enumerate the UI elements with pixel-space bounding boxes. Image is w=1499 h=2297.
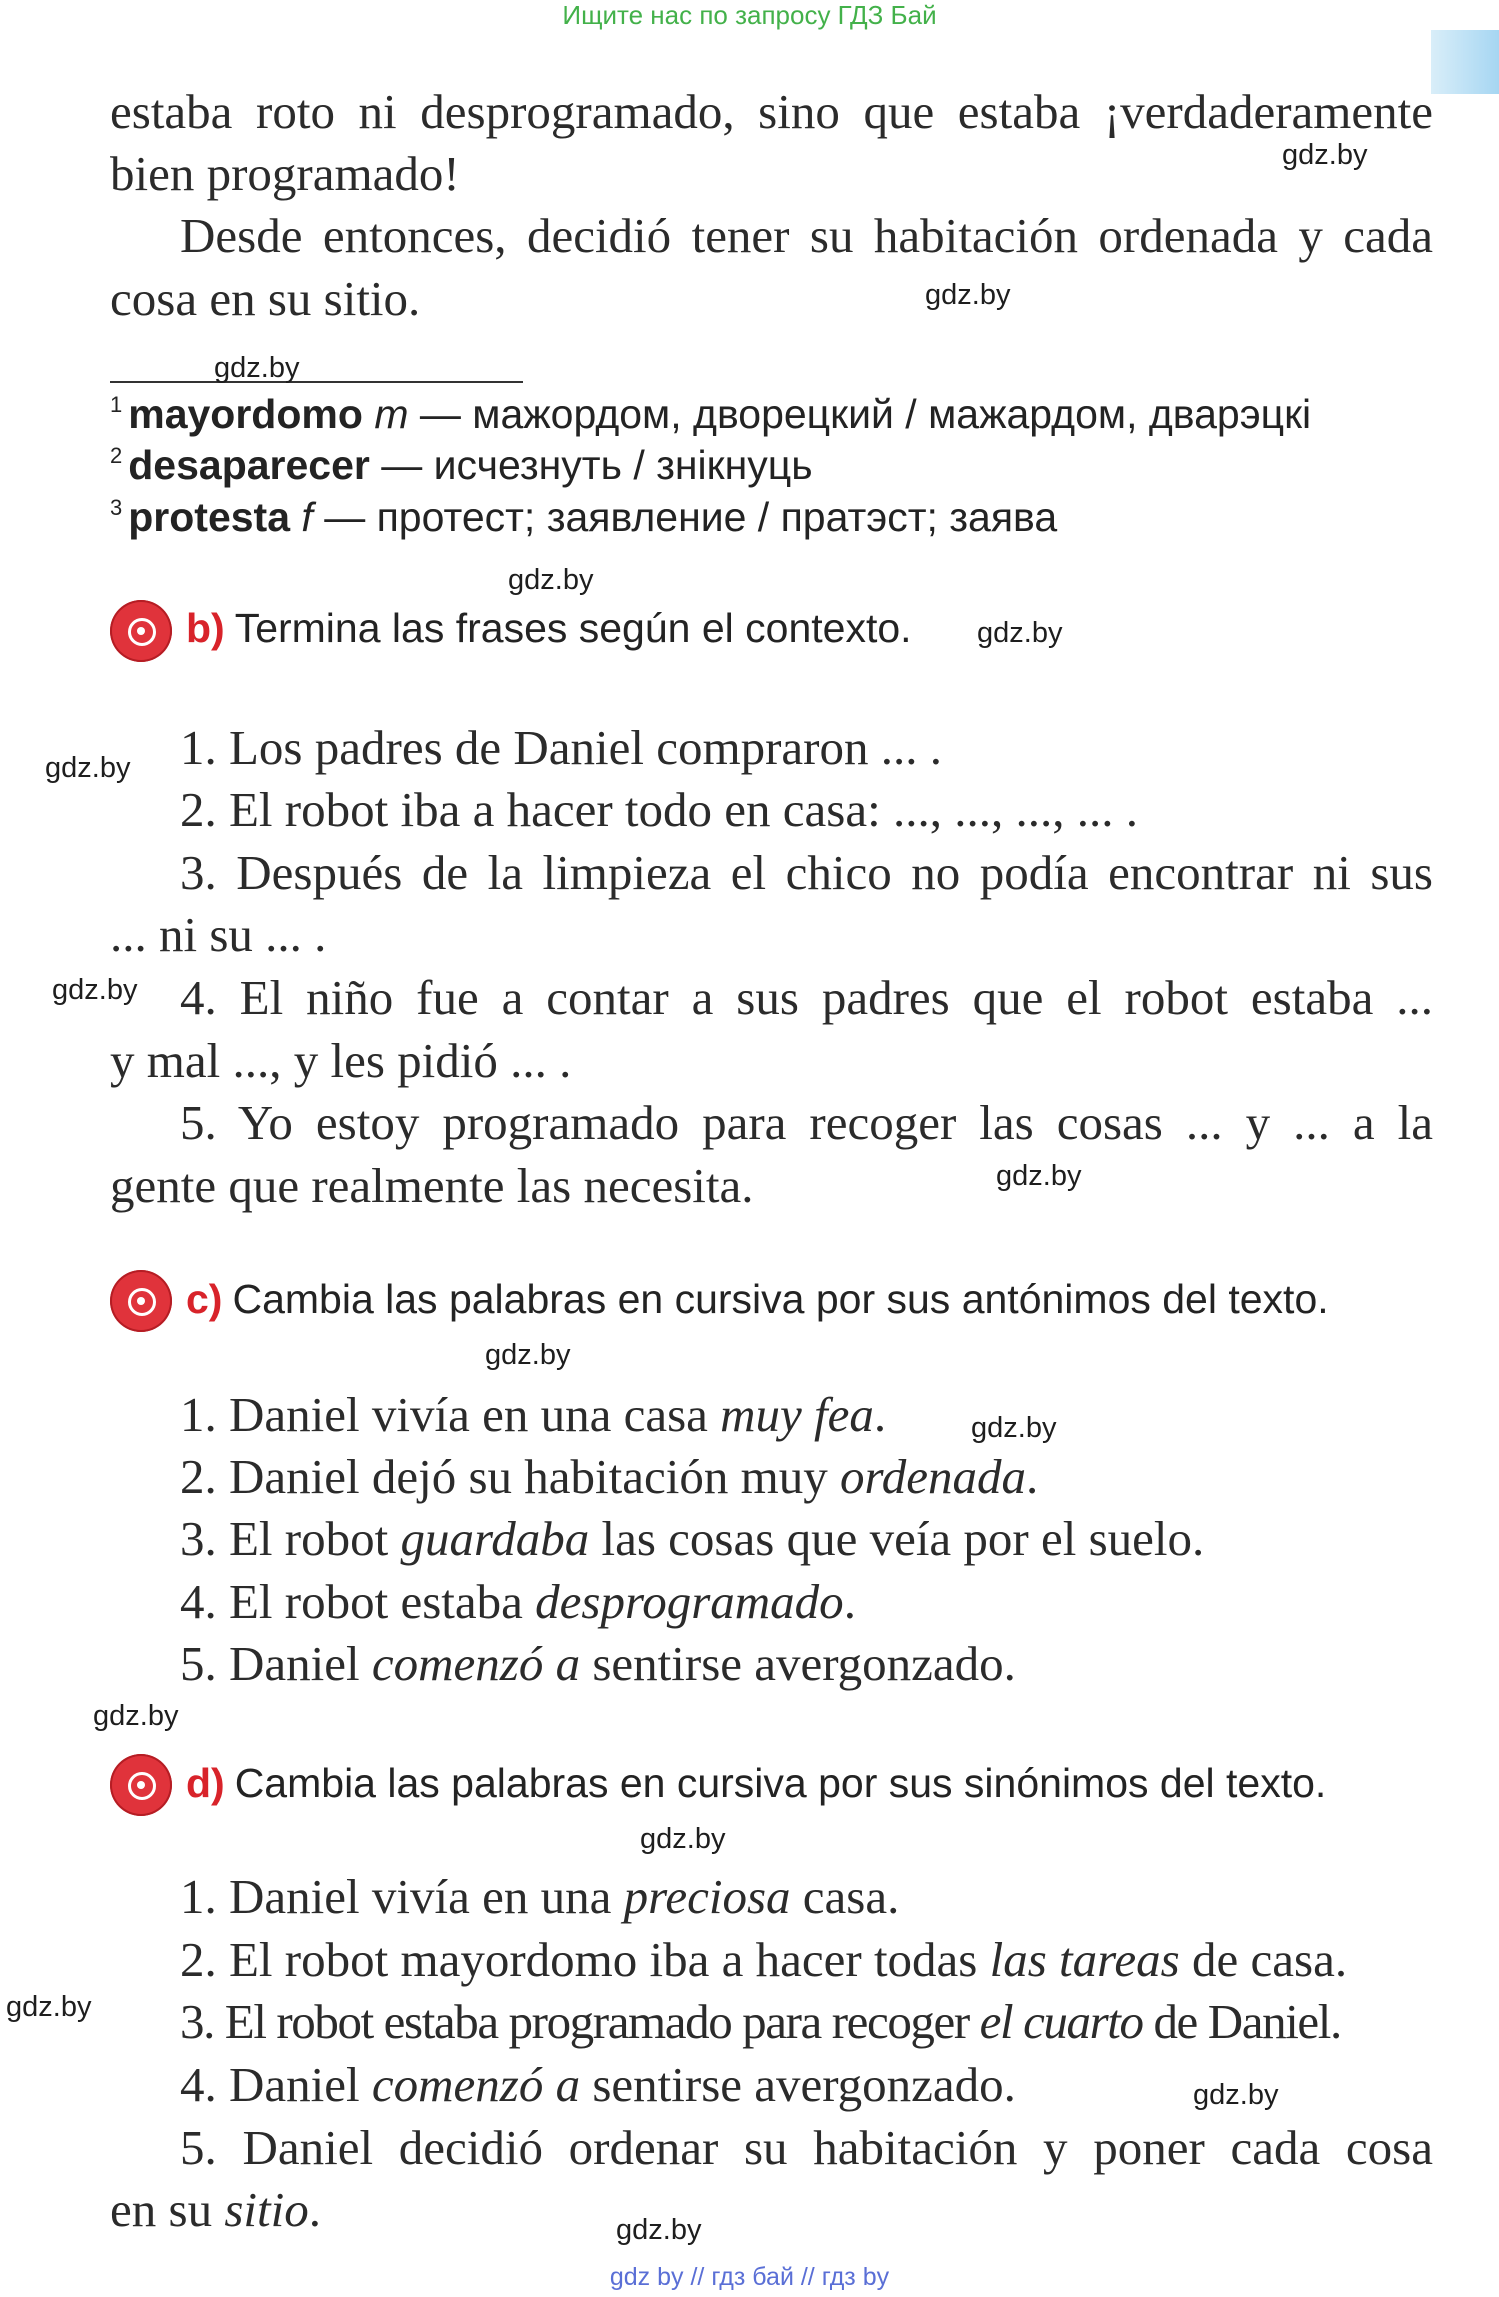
footnote-gender: f	[301, 494, 313, 540]
section-b-line-5: 4. El niño fue a contar a sus padres que el robot estaba ...	[180, 970, 1433, 1025]
section-d-letter: d)	[186, 1760, 225, 1806]
section-b-line-2: 2. El robot iba a hacer todo en casa: ..., ..., ..., ... .	[180, 782, 1138, 837]
section-c-item: 1. Daniel vivía en una casa muy fea.	[180, 1387, 887, 1442]
footnote-3	[110, 494, 1057, 541]
footnote-translation: — мажордом, дворецкий / мажардом, дварэцкі	[408, 391, 1312, 437]
page-corner-tab	[1431, 30, 1499, 94]
footnote-number: 3	[110, 495, 123, 520]
watermark: gdz.by	[925, 279, 1011, 311]
section-d-item: 3. El robot estaba programado para recoger el cuarto de Daniel.	[180, 1994, 1341, 2049]
watermark: gdz.by	[214, 352, 300, 384]
watermark: gdz.by	[485, 1339, 571, 1371]
section-b-instruction: Termina las frases según el contexto.	[234, 605, 912, 651]
section-d-instruction: Cambia las palabras en cursiva por sus sinónimos del texto.	[234, 1760, 1327, 1806]
watermark: gdz.by	[971, 1412, 1057, 1444]
section-c-instruction: Cambia las palabras en cursiva por sus antónimos del texto.	[232, 1276, 1329, 1322]
watermark: gdz.by	[640, 1823, 726, 1855]
footnote-translation: — исчезнуть / знікнуць	[369, 442, 813, 488]
watermark: gdz.by	[93, 1700, 179, 1732]
section-c-item: 3. El robot guardaba las cosas que veía por el suelo.	[180, 1511, 1205, 1566]
section-c-item: 4. El robot estaba desprogramado.	[180, 1574, 856, 1629]
story-line-1: estaba roto ni desprogramado, sino que estaba ¡verdaderamente	[110, 84, 1433, 139]
section-b-line-1: 1. Los padres de Daniel compraron ... .	[180, 720, 942, 775]
watermark: gdz.by	[52, 974, 138, 1006]
section-c-item: 2. Daniel dejó su habitación muy ordenada.	[180, 1449, 1039, 1504]
watermark: gdz.by	[1193, 2079, 1279, 2111]
section-b-heading	[186, 605, 912, 652]
section-b-line-7: 5. Yo estoy programado para recoger las cosas ... y ... a la	[180, 1095, 1433, 1150]
footnote-term: desaparecer	[128, 442, 370, 488]
section-d-item: 2. El robot mayordomo iba a hacer todas las tareas de casa.	[180, 1932, 1348, 1987]
story-line-3: Desde entonces, decidió tener su habitación ordenada y cada	[180, 208, 1433, 263]
bottom-banner[interactable]: gdz by // гдз бай // гдз by	[609, 2263, 890, 2291]
section-d-item: 1. Daniel vivía en una preciosa casa.	[180, 1869, 900, 1924]
section-b-letter: b)	[186, 605, 225, 651]
footnote-term: mayordomo	[128, 391, 363, 437]
watermark: gdz.by	[6, 1991, 92, 2023]
section-c-letter: c)	[186, 1276, 223, 1322]
footnote-number: 2	[110, 443, 123, 468]
story-line-2: bien programado!	[110, 146, 460, 201]
watermark: gdz.by	[977, 617, 1063, 649]
footnote-2	[110, 442, 813, 489]
section-b-line-8: gente que realmente las necesita.	[110, 1158, 754, 1213]
audio-disc-icon[interactable]	[110, 600, 172, 662]
watermark: gdz.by	[45, 752, 131, 784]
section-d-item-5-line-2: en su sitio.	[110, 2182, 321, 2237]
section-c-item: 5. Daniel comenzó a sentirse avergonzado.	[180, 1636, 1016, 1691]
section-b-line-6: y mal ..., y les pidió ... .	[110, 1033, 572, 1088]
story-line-4: cosa en su sitio.	[110, 271, 421, 326]
footnote-translation: — протест; заявление / пратэст; заява	[312, 494, 1058, 540]
footnote-1	[110, 391, 1311, 438]
footnote-number: 1	[110, 392, 123, 417]
watermark: gdz.by	[508, 564, 594, 596]
watermark: gdz.by	[616, 2214, 702, 2246]
section-b-line-3: 3. Después de la limpieza el chico no podía encontrar ni sus	[180, 845, 1433, 900]
section-d-item-5-line-1: 5. Daniel decidió ordenar su habitación y poner cada cosa	[180, 2120, 1433, 2175]
watermark: gdz.by	[1282, 139, 1368, 171]
section-c-heading	[186, 1276, 1329, 1323]
footnote-gender: m	[374, 391, 409, 437]
section-d-heading	[186, 1760, 1326, 1807]
audio-disc-icon[interactable]	[110, 1270, 172, 1332]
footnote-term: protesta	[128, 494, 291, 540]
top-banner[interactable]: Ищите нас по запросу ГДЗ Бай	[562, 0, 937, 30]
section-d-item: 4. Daniel comenzó a sentirse avergonzado.	[180, 2057, 1016, 2112]
watermark: gdz.by	[996, 1160, 1082, 1192]
audio-disc-icon[interactable]	[110, 1754, 172, 1816]
section-b-line-4: ... ni su ... .	[110, 907, 327, 962]
footnote-rule	[110, 381, 523, 383]
